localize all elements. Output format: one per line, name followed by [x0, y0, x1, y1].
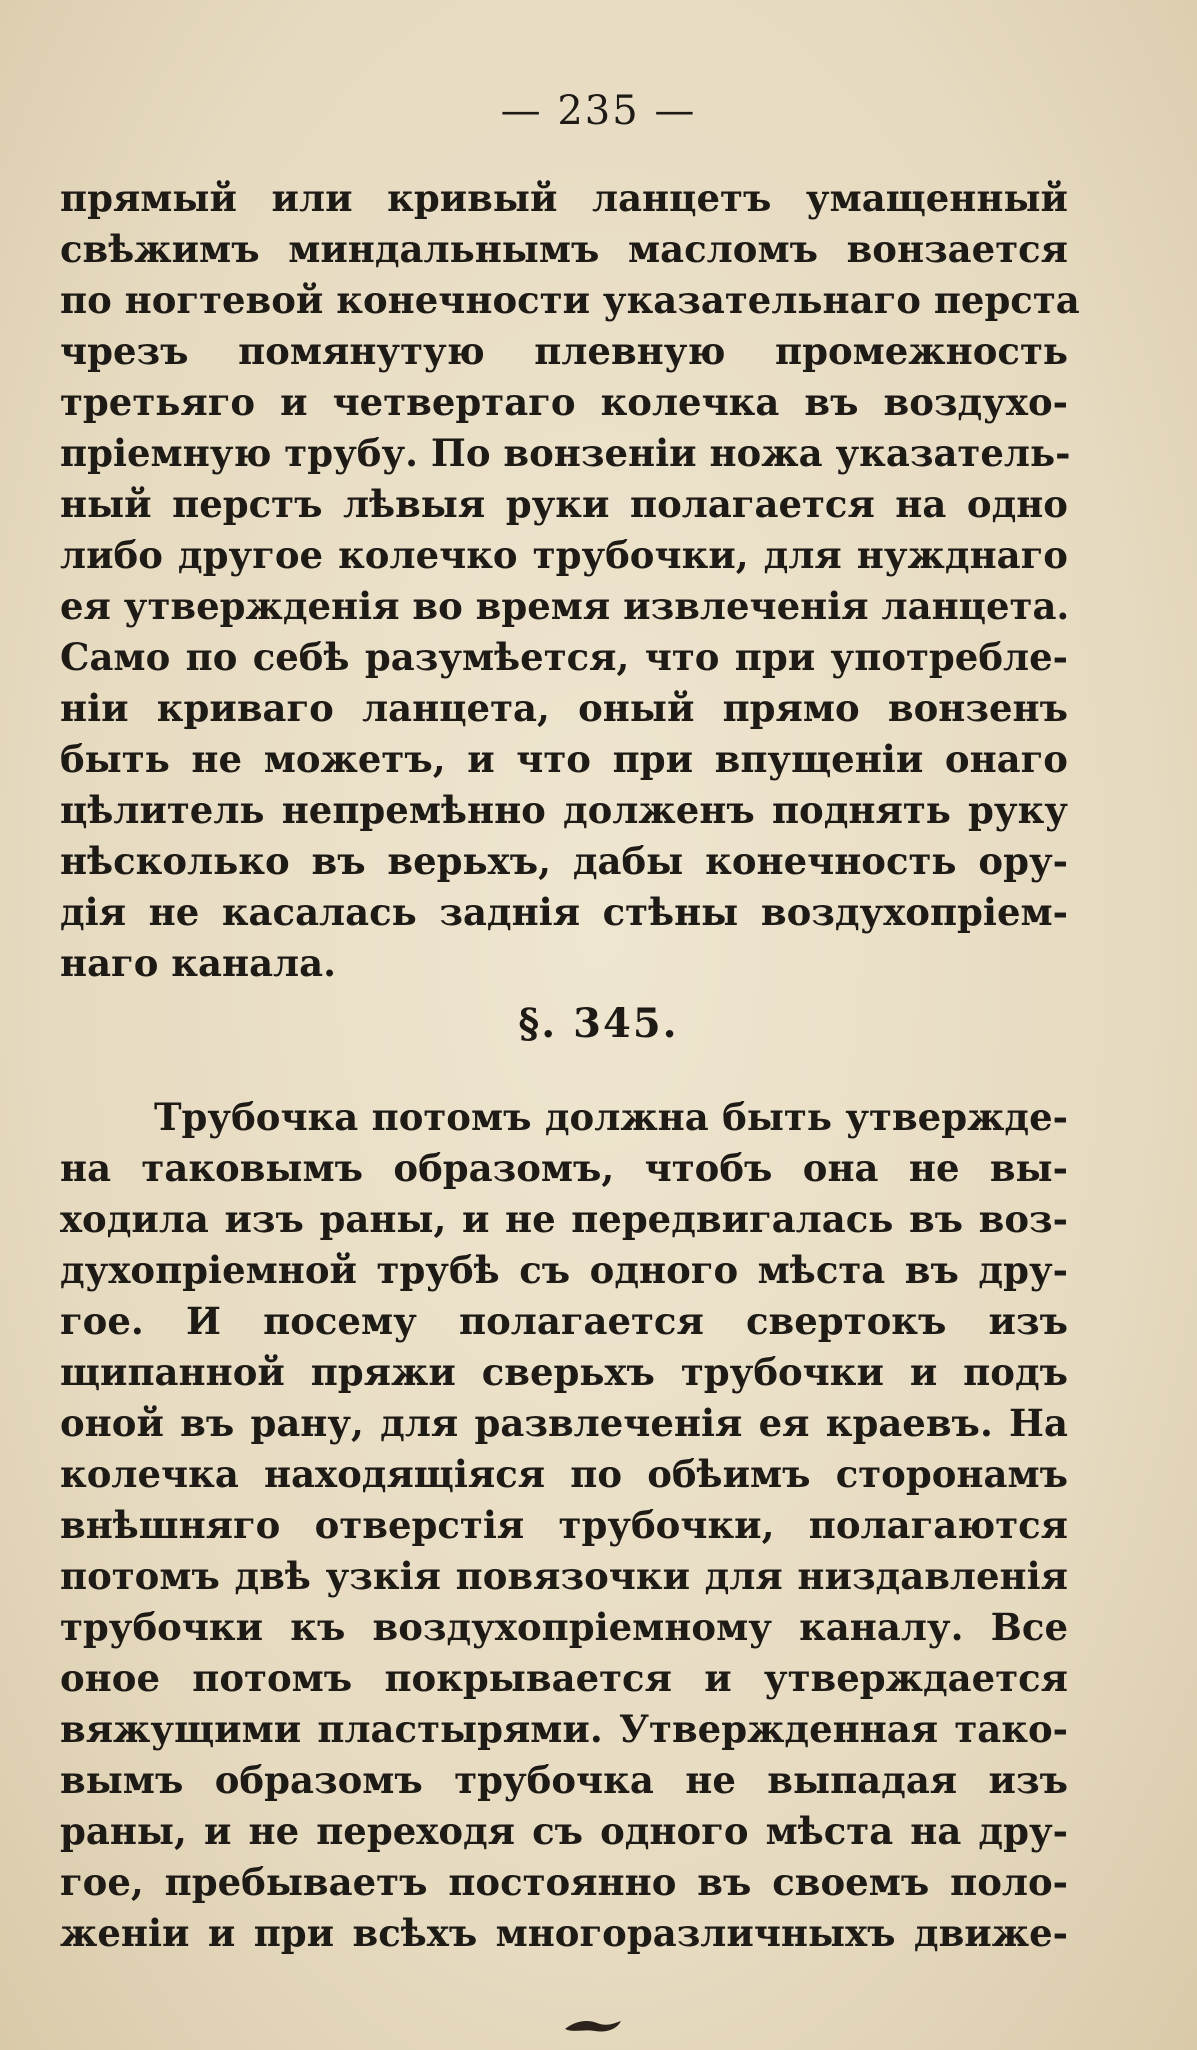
text-line: трубочки къ воздухопріемному каналу. Все: [60, 1605, 1068, 1649]
text-line: пріемную трубу. По вонзенiи ножа указатель-: [60, 431, 1071, 475]
text-line: гое. И посему полагается свертокъ изъ: [60, 1299, 1068, 1343]
text-line: раны, и не переходя съ одного мѣста на дру-: [60, 1809, 1068, 1853]
text-line: на таковымъ образомъ, чтобъ она не вы-: [60, 1146, 1068, 1190]
text-line: свѣжимъ миндальнымъ масломъ вонзается: [60, 227, 1068, 271]
paragraph-continuation: [60, 173, 1080, 989]
text-line: потомъ двѣ узкiя повязочки для низдавленiя: [60, 1554, 1068, 1598]
text-line: оной въ рану, для развлеченiя ея краевъ. На: [60, 1401, 1068, 1445]
text-line: Само по себѣ разумѣется, что при употребле-: [60, 635, 1068, 679]
text-line: наго канала.: [60, 941, 336, 985]
page-number: — 235 —: [500, 88, 697, 134]
text-line: дiя не касалась заднiя стѣны воздухопріем-: [60, 890, 1068, 934]
text-line: нѣсколько въ верьхъ, дабы конечность ору-: [60, 839, 1068, 883]
section-heading: §. 345.: [518, 1000, 679, 1047]
text-line: вяжущими пластырями. Утвержденная тако-: [60, 1707, 1068, 1751]
text-line: чрезъ помянутую плевную промежность: [60, 329, 1068, 373]
text-line: быть не можетъ, и что при впущенiи онаго: [60, 737, 1068, 781]
text-line: гое, пребываетъ постоянно въ своемъ поло-: [60, 1860, 1068, 1904]
text-line: ея утвержденiя во время извлеченiя ланцета.: [60, 584, 1070, 628]
text-line: прямый или кривый ланцетъ умащенный: [60, 176, 1068, 220]
ink-ornament-icon: [563, 2017, 623, 2035]
text-line: ный перстъ лѣвыя руки полагается на одно: [60, 482, 1068, 526]
text-line: оное потомъ покрывается и утверждается: [60, 1656, 1068, 1700]
text-line: нiи криваго ланцета, оный прямо вонзенъ: [60, 686, 1068, 730]
text-line: вымъ образомъ трубочка не выпадая изъ: [60, 1758, 1068, 1802]
paragraph-345: [60, 1092, 1068, 1959]
text-line: женiи и при всѣхъ многоразличныхъ движе-: [60, 1911, 1068, 1955]
text-line: колечка находящiяся по обѣимъ сторонамъ: [60, 1452, 1068, 1496]
text-line: третьяго и четвертаго колечка въ воздухо-: [60, 380, 1068, 424]
text-line: либо другое колечко трубочки, для нужднаго: [60, 533, 1068, 577]
text-line: духопріемной трубѣ съ одного мѣста въ дру-: [60, 1248, 1068, 1292]
text-line: щипанной пряжи сверьхъ трубочки и подъ: [60, 1350, 1068, 1394]
text-line: цѣлитель непремѣнно долженъ поднять руку: [60, 788, 1068, 832]
text-line: внѣшняго отверстiя трубочки, полагаются: [60, 1503, 1068, 1547]
text-line: Трубочка потомъ должна быть утвержде-: [154, 1095, 1068, 1139]
text-line: ходила изъ раны, и не передвигалась въ воз-: [60, 1197, 1068, 1241]
text-line: по ногтевой конечности указательнаго перста: [60, 278, 1080, 322]
